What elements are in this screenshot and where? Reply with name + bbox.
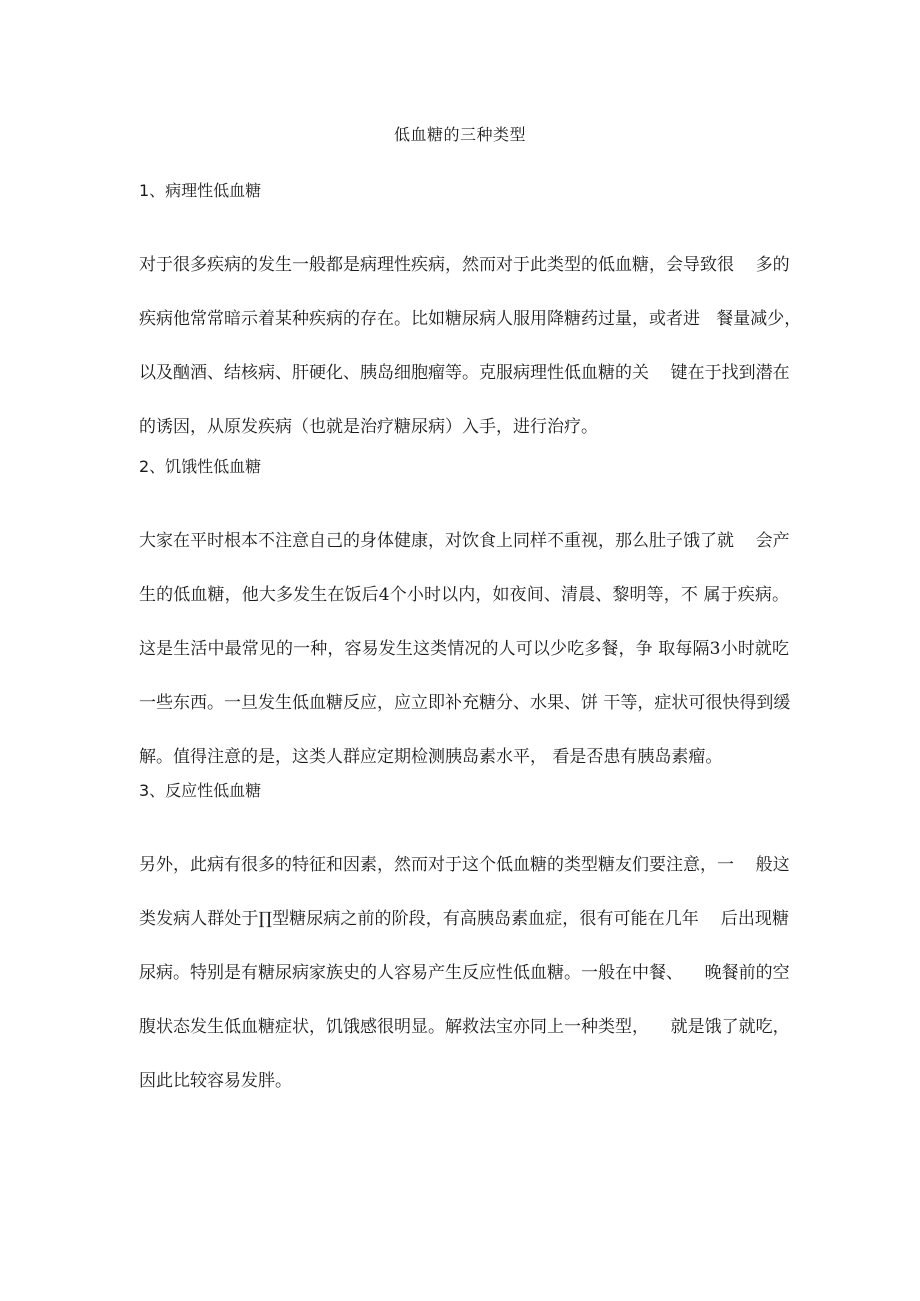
paragraph-line: 对于很多疾病的发生一般都是病理性疾病，然而对于此类型的低血糖，会导致很 多的 xyxy=(139,255,790,275)
section-body-reactive xyxy=(139,848,789,1118)
paragraph-line: 类发病人群处于∏型糖尿病之前的阶段，有高胰岛素血症，很有可能在几年 后出现糖 xyxy=(139,909,789,929)
section-heading-hunger: 2、饥饿性低血糖 xyxy=(139,457,262,476)
document-title: 低血糖的三种类型 xyxy=(393,125,526,144)
paragraph-line: 解。值得注意的是，这类人群应定期检测胰岛素水平， 看是否患有胰岛素瘤。 xyxy=(139,747,723,767)
paragraph-line: 因此比较容易发胖。 xyxy=(139,1071,292,1091)
paragraph-line: 另外，此病有很多的特征和因素，然而对于这个低血糖的类型糖友们要注意，一 般这 xyxy=(139,855,790,875)
paragraph-line: 疾病他常常暗示着某种疾病的存在。比如糖尿病人服用降糖药过量，或者进 餐量减少， xyxy=(139,309,802,329)
paragraph-line: 大家在平时根本不注意自己的身体健康，对饮食上同样不重视，那么肚子饿了就 会产 xyxy=(139,531,790,551)
paragraph-line: 一些东西。一旦发生低血糖反应，应立即补充糖分、水果、饼 干等，症状可很快得到缓 xyxy=(139,693,791,713)
paragraph-line: 的诱因，从原发疾病（也就是治疗糖尿病）入手，进行治疗。 xyxy=(139,417,598,437)
section-body-hunger xyxy=(139,524,789,794)
paragraph-line: 这是生活中最常见的一种，容易发生这类情况的人可以少吃多餐，争 取每隔3小时就吃 xyxy=(139,639,789,659)
paragraph-line: 腹状态发生低血糖症状，饥饿感很明显。解救法宝亦同上一种类型， 就是饿了就吃， xyxy=(139,1017,790,1037)
section-body-pathological xyxy=(139,248,802,464)
paragraph-line: 尿病。特别是有糖尿病家族史的人容易产生反应性低血糖。一般在中餐、 晚餐前的空 xyxy=(139,963,790,983)
section-heading-pathological: 1、病理性低血糖 xyxy=(139,181,262,200)
paragraph-line: 以及酗酒、结核病、肝硬化、胰岛细胞瘤等。克服病理性低血糖的关 键在于找到潜在 xyxy=(139,363,790,383)
section-heading-reactive: 3、反应性低血糖 xyxy=(139,781,262,800)
paragraph-line: 生的低血糖，他大多发生在饭后4个小时以内，如夜间、清晨、黎明等，不 属于疾病。 xyxy=(139,585,789,605)
